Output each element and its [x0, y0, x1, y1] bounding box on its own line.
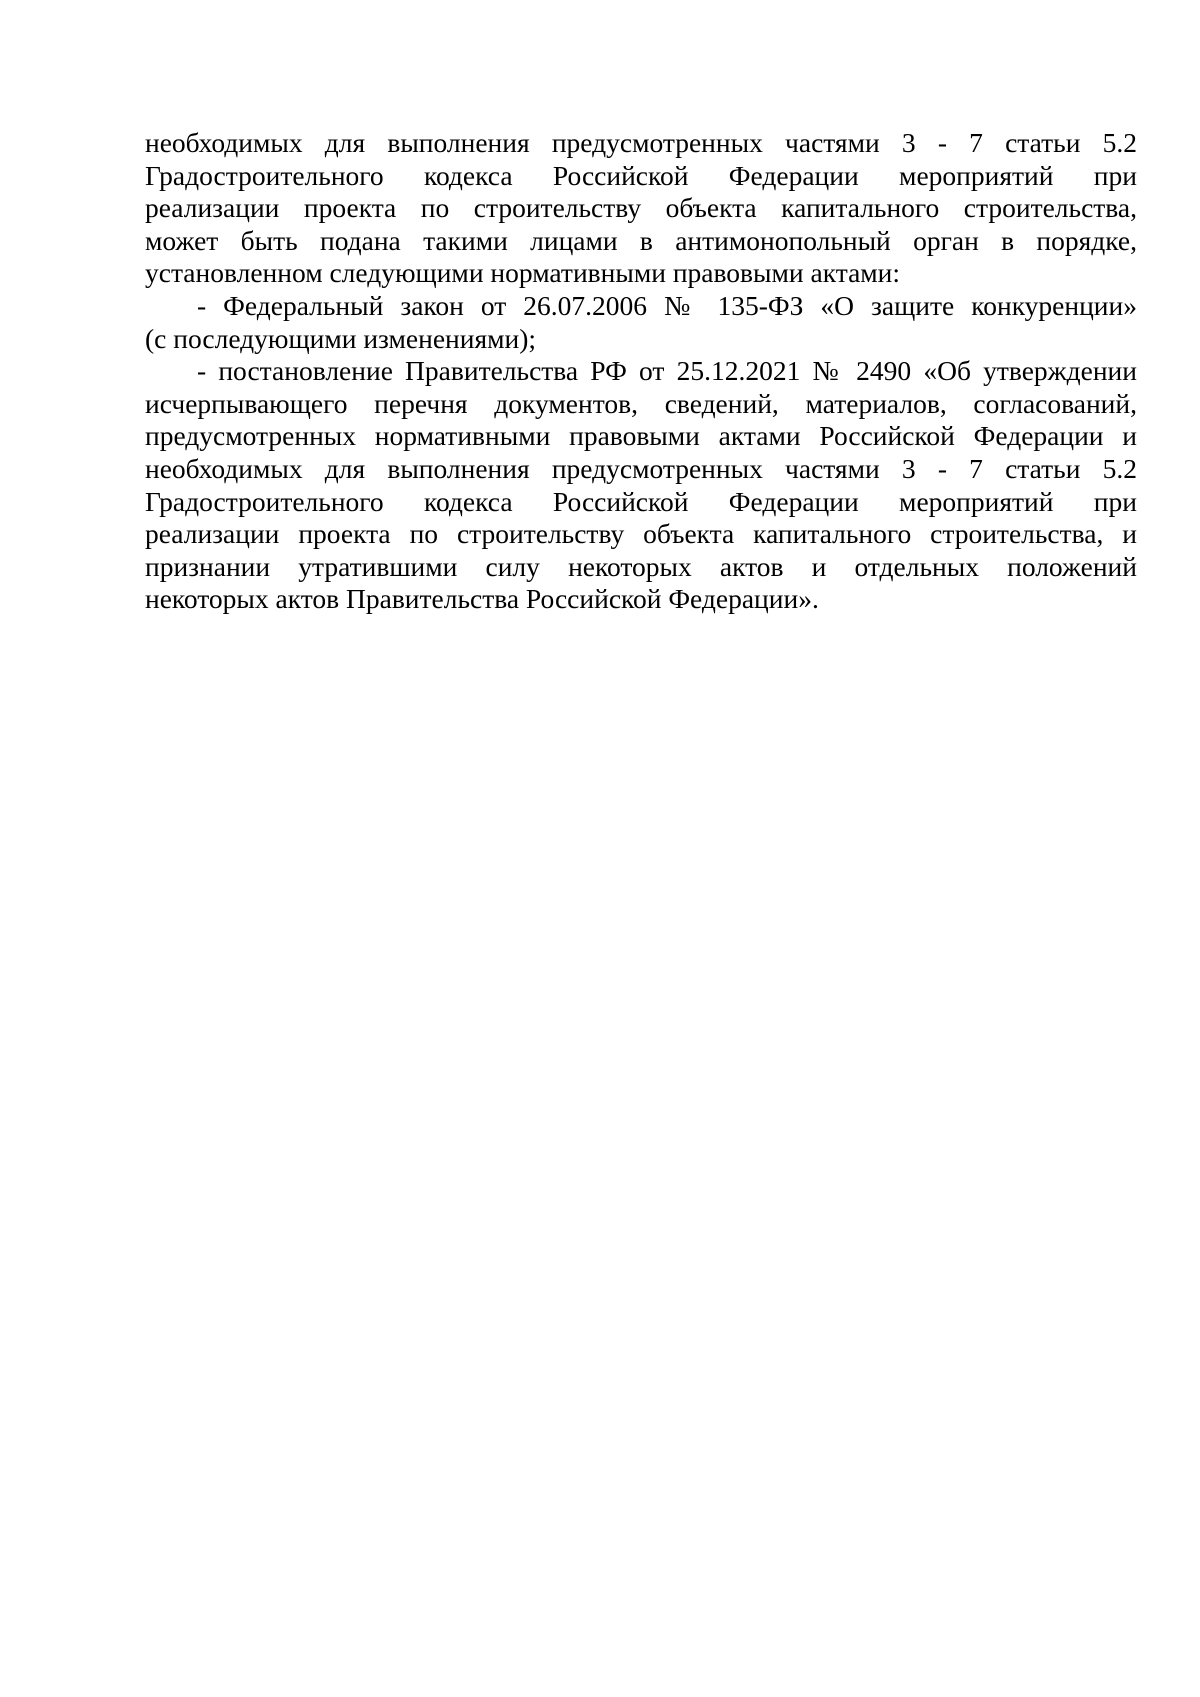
text-line: (с последующими изменениями);	[145, 322, 537, 354]
text-line: необходимых для выполнения предусмотренных частями 3 - 7 статьи 5.2	[145, 452, 1137, 484]
text-line: некоторых актов Правительства Российской Федерации».	[145, 583, 819, 615]
text-line: признании утратившими силу некоторых актов и отдельных положений	[145, 550, 1137, 582]
document-body	[145, 127, 1137, 616]
text-line: Градостроительного кодекса Российской Федерации мероприятий при	[145, 485, 1137, 517]
text-line: реализации проекта по строительству объекта капитального строительства, и	[145, 518, 1137, 550]
text-line: - Федеральный закон от 26.07.2006 № 135-ФЗ «О защите конкуренции»	[197, 289, 1137, 321]
text-line: предусмотренных нормативными правовыми актами Российской Федерации и	[145, 420, 1137, 452]
list-item-federal-law	[145, 290, 1137, 355]
text-line: может быть подана такими лицами в антимонопольный орган в порядке,	[145, 224, 1137, 256]
list-item-government-decree	[145, 355, 1137, 616]
paragraph-continuation	[145, 127, 1137, 290]
text-line: - постановление Правительства РФ от 25.12.2021 № 2490 «Об утверждении	[197, 355, 1137, 387]
text-line: реализации проекта по строительству объекта капитального строительства,	[145, 192, 1137, 224]
text-line: установленном следующими нормативными правовыми актами:	[145, 257, 901, 289]
text-line: исчерпывающего перечня документов, сведений, материалов, согласований,	[145, 387, 1137, 419]
text-line: Градостроительного кодекса Российской Федерации мероприятий при	[145, 159, 1137, 191]
text-line: необходимых для выполнения предусмотренных частями 3 - 7 статьи 5.2	[145, 127, 1137, 158]
